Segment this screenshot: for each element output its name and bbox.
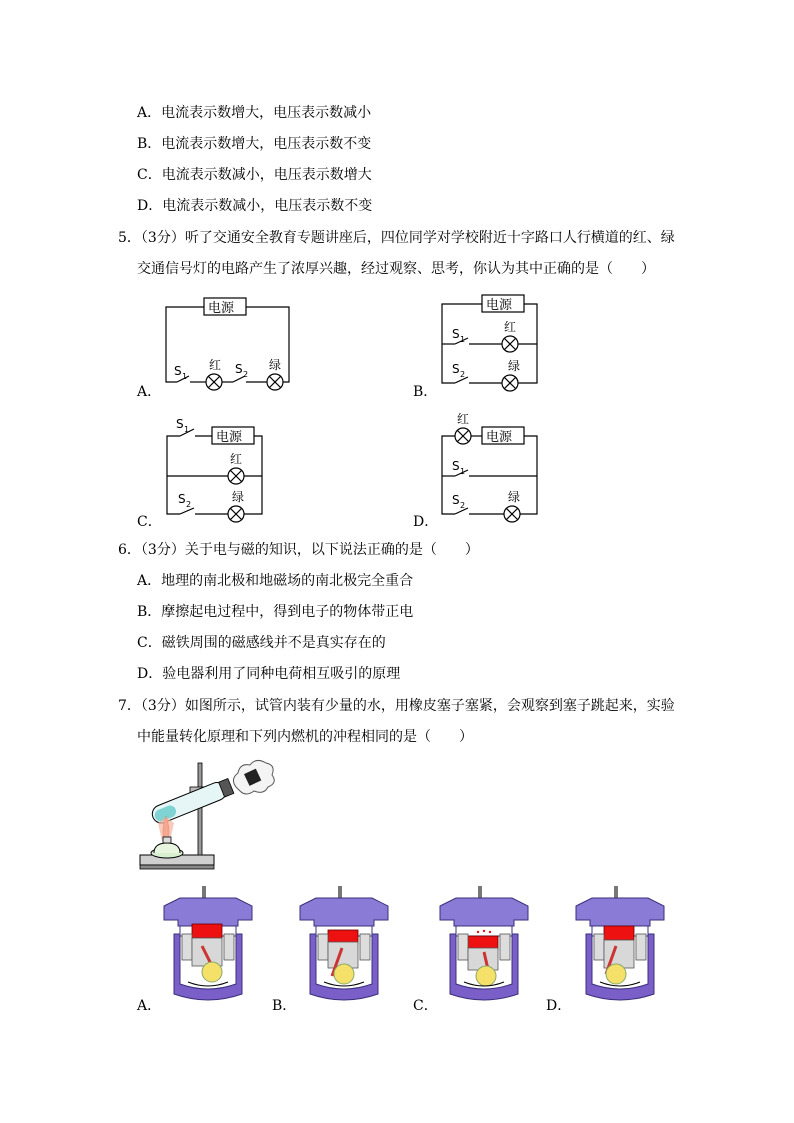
q5-label-b: B． xyxy=(413,384,438,400)
q5-label-a: A． xyxy=(137,384,162,400)
q5-label-d: D． xyxy=(413,514,439,530)
svg-text:绿: 绿 xyxy=(508,359,521,373)
q5-stem-line1: 5．（3分）听了交通安全教育专题讲座后，四位同学对学校附近十字路口人行横道的红、绿 xyxy=(118,230,675,246)
q7-label-d: D． xyxy=(546,998,572,1014)
svg-text:2: 2 xyxy=(460,501,466,510)
q7-label-a: A． xyxy=(137,998,162,1014)
engine-stroke-a xyxy=(158,884,258,1004)
svg-text:红: 红 xyxy=(209,358,222,372)
svg-text:2: 2 xyxy=(186,500,192,509)
engine-stroke-d xyxy=(570,884,670,1004)
q4-option-b: B．电流表示数增大，电压表示数不变 xyxy=(137,136,372,152)
svg-text:2: 2 xyxy=(460,370,466,379)
svg-text:绿: 绿 xyxy=(232,490,245,504)
svg-text:红: 红 xyxy=(504,320,517,334)
q7-label-c: C． xyxy=(413,998,438,1014)
svg-text:红: 红 xyxy=(230,452,243,466)
q6-option-a: A．地理的南北极和地磁场的南北极完全重合 xyxy=(137,573,414,589)
test-tube-experiment-figure xyxy=(136,757,276,875)
q6-option-b: B．摩擦起电过程中，得到电子的物体带正电 xyxy=(137,604,414,620)
svg-text:2: 2 xyxy=(243,370,249,379)
svg-text:S: S xyxy=(452,327,460,341)
q7-stem-line1: 7．（3分）如图所示，试管内装有少量的水，用橡皮塞子塞紧，会观察到塞子跳起来，实验 xyxy=(118,698,675,714)
q5-circuit-a xyxy=(137,295,307,405)
q4-option-a: A．电流表示数增大，电压表示数减小 xyxy=(137,105,372,121)
svg-text:S: S xyxy=(174,364,182,378)
q6-stem: 6．（3分）关于电与磁的知识，以下说法正确的是（ ） xyxy=(118,542,479,558)
q4-option-c: C．电流表示数减小，电压表示数增大 xyxy=(137,167,372,183)
q6-option-c: C．磁铁周围的磁感线并不是真实存在的 xyxy=(137,635,386,651)
svg-text:S: S xyxy=(452,362,460,376)
power-label: 电源 xyxy=(208,301,235,316)
q5-circuit-b xyxy=(430,292,550,392)
svg-text:电源: 电源 xyxy=(216,430,243,445)
svg-text:S: S xyxy=(178,492,186,506)
q7-label-b: B． xyxy=(272,998,297,1014)
engine-stroke-b xyxy=(294,884,394,1004)
svg-text:电源: 电源 xyxy=(486,298,513,313)
q5-circuit-d xyxy=(430,412,550,524)
q6-option-d: D．验电器利用了同种电荷相互吸引的原理 xyxy=(137,666,401,682)
svg-text:1: 1 xyxy=(460,335,466,344)
svg-text:电源: 电源 xyxy=(486,430,513,445)
svg-text:1: 1 xyxy=(182,372,188,381)
engine-stroke-c xyxy=(434,884,534,1004)
svg-text:1: 1 xyxy=(460,467,466,476)
svg-text:S: S xyxy=(452,493,460,507)
q5-circuit-c xyxy=(150,416,270,528)
svg-text:1: 1 xyxy=(184,425,190,434)
svg-text:S: S xyxy=(176,417,184,431)
q4-option-d: D．电流表示数减小，电压表示数不变 xyxy=(137,198,373,214)
svg-text:S: S xyxy=(235,362,243,376)
q5-label-c: C． xyxy=(137,514,162,530)
svg-text:S: S xyxy=(452,459,460,473)
q7-stem-line2: 中能量转化原理和下列内燃机的冲程相同的是（ ） xyxy=(137,729,473,745)
svg-text:红: 红 xyxy=(457,412,470,426)
svg-text:绿: 绿 xyxy=(269,358,282,372)
q5-stem-line2: 交通信号灯的电路产生了浓厚兴趣，经过观察、思考，你认为其中正确的是（ ） xyxy=(137,261,655,277)
svg-text:绿: 绿 xyxy=(508,490,521,504)
